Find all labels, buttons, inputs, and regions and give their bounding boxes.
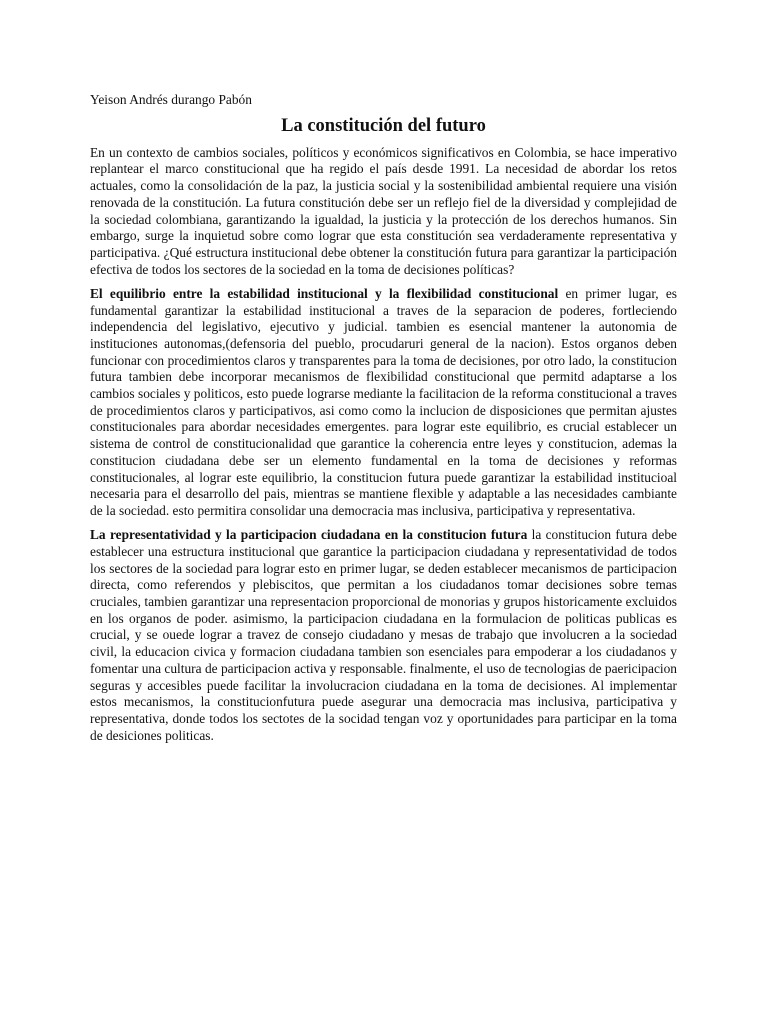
paragraph-representativeness: [90, 527, 677, 744]
paragraph-lead: La representatividad y la participacion ciudadana en la constitucion futura: [90, 527, 528, 543]
paragraph-text: la constitucion futura debe establecer una estructura institucional que garantice la participacion ciudadana y representatividad de todos los sectores de la sociedad para lograr esto en primer lugar, se deden establecer mecanismos de participacion directa, como referendos y plebiscitos, que permitan a los ciudadanos tomar decisiones sobre temas cruciales, tambien garantizar una representacion proporcional de monorias y grupos historicamente excluidos en los organos de poder. asimismo, la participacion ciudadana en la formulacion de politicas publicas es crucial, y se ouede lograr a travez de consejo ciudadano y mesas de trabajo que involucren a la sociedad civil, la educacion civica y formacion ciudadana tambien son esenciales para empoderar a los ciudadanos y fomentar una cultura de participacion activa y responsable. finalmente, el uso de tecnologias de paericipacion seguras y accesibles puede facilitar la involucracion ciudadana en la toma de decisiones. Al implementar estos mecanismos, la constitucionfutura puede asegurar una democracia mas inclusiva, participativa y representativa, donde todos los sectotes de la socidad tengan voz y oportunidades para participar en la toma de desiciones politicas.: [90, 527, 677, 743]
author-name: Yeison Andrés durango Pabón: [90, 92, 252, 107]
paragraph-introduction: [90, 145, 677, 279]
document-page: [90, 92, 677, 752]
paragraph-equilibrium: [90, 286, 677, 520]
paragraph-text: En un contexto de cambios sociales, políticos y económicos significativos en Colombia, se hace imperativo replantear el marco constitucional que ha regido el país desde 1991. La necesidad de abordar los retos actuales, como la consolidación de la paz, la justicia social y la sostenibilidad ambiental requiere una visión renovada de la constitución. La futura constitución debe ser un reflejo fiel de la diversidad y complejidad de la sociedad colombiana, garantizando la igualdad, la justicia y la protección de los derechos humanos. Sin embargo, surge la inquietud sobre como lograr que esta constitución sea verdaderamente representativa y participativa. ¿Qué estructura institucional debe obtener la constitución futura para garantizar la participación efectiva de todos los sectores de la sociedad en la toma de decisiones políticas?: [90, 144, 677, 277]
paragraph-text: en primer lugar, es fundamental garantizar la estabilidad institucional a traves de la separacion de poderes, fortleciendo independencia del legislativo, ejecutivo y judicial. tambien es esencial mantener la autonomia de instituciones autonomas,(defensoria del pueblo, procudaruri general de la nacion). Estos organos deben funcionar con procedimientos claros y transparentes para la toma de decisiones, por otro lado, la constitucion futura tambien debe incorporar mecanismos de flexibilidad constitucional que permitd adaptarse a los cambios sociales y politicos, esto puede lograrse mediante la facilitacion de la reforma constitucional a traves de procedimientos claros y participativos, asi como como la inclucion de disposiciones que permitan ajustes constitucionales para abordar necesidades emergentes. para lograr este equilibrio, es crucial establecer un sistema de control de constitucionalidad que garantice la coherencia entre leyes y constitucion, ademas la constitucion ciudadana debe ser un elemento fundamental en la toma de decisiones y reformas constitucionales, al lograr este equilibrio, la constitucion futura puede garantizar la estabilidad institucioal necesaria para el desarrollo del pais, mientras se mantiene flexible y adaptable a las necesidades cambiante de la sociedad. esto permitira consolidar una democracia mas inclusiva, participativa y representativa.: [90, 285, 677, 518]
paragraph-lead: El equilibrio entre la estabilidad institucional y la flexibilidad constitucional: [90, 285, 559, 301]
document-title: La constitución del futuro: [281, 115, 486, 136]
